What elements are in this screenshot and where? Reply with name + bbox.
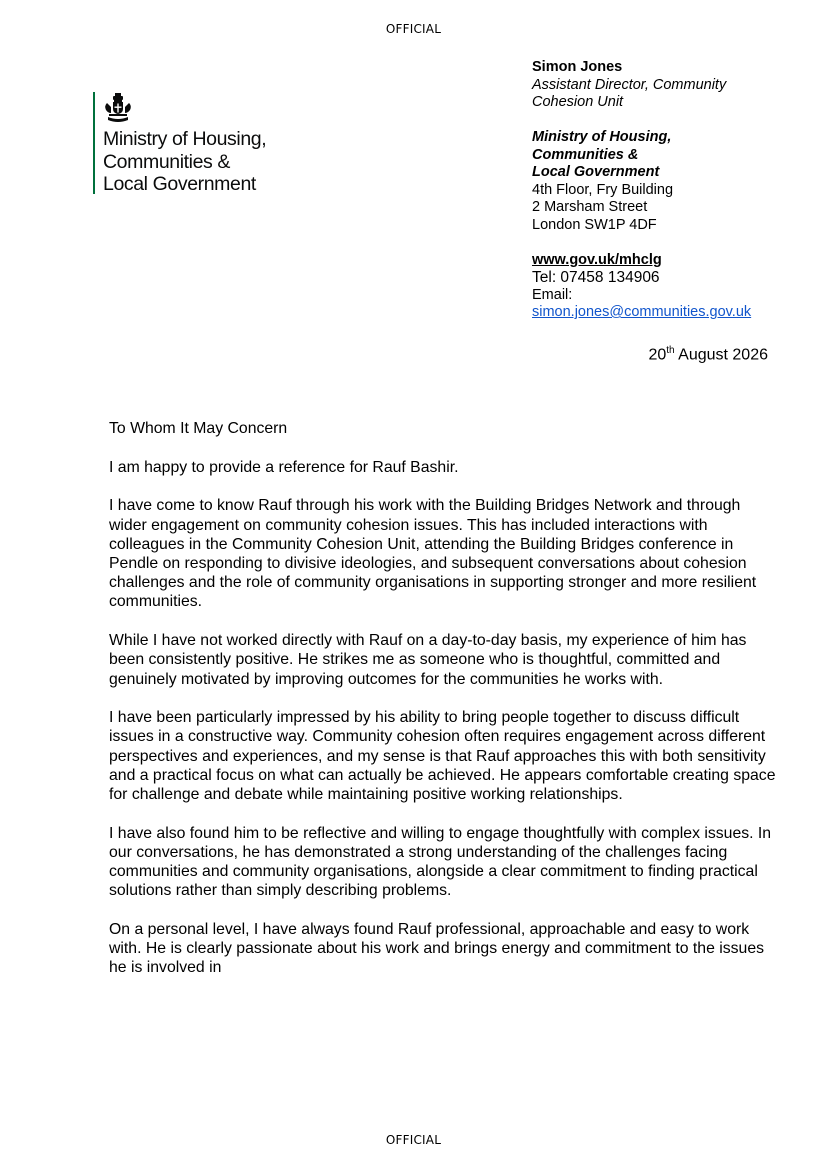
sender-name: Simon Jones (532, 59, 623, 75)
letter-date (648, 341, 768, 365)
body-paragraph: I have also found him to be reflective and willing to engage thoughtfully with complex issues. In our conversations, he has demonstrated a strong understanding of the challenges facing communities and community organisations, alongside a clear commitment to finding practical solutions rather than simply describing problems. (109, 824, 772, 900)
logo-line: Local Government (103, 173, 256, 195)
sender-org-line: Local Government (532, 164, 660, 180)
body-paragraph: While I have not worked directly with Rauf on a day-to-day basis, my experience of him has been consistently positive. He strikes me as someone who is thoughtful, committed and genuinely motivated by improving outcomes for the communities he works with. (109, 632, 747, 688)
logo-wordmark (103, 128, 343, 196)
sender-org-line: Communities & (532, 146, 639, 163)
sender-address-line: 2 Marsham Street (532, 199, 648, 215)
sender-address-line: 4th Floor, Fry Building (532, 181, 674, 198)
sender-block (532, 59, 772, 322)
letter-body (109, 419, 779, 997)
body-paragraph: I have come to know Rauf through his work with the Building Bridges Network and through wider engagement on community cohesion issues. This has included interactions with colleagues in the Community Cohesion Unit, attending the Building Bridges conference in Pendle on responding to divisive ideologies, and subsequent conversations about cohesion challenges and the role of community organisations in supporting stronger and more resilient communities. (109, 497, 757, 611)
email-label: Email: (532, 286, 573, 303)
sender-title-line: Assistant Director, Community (532, 76, 727, 93)
date-day: 20 (648, 346, 667, 364)
body-paragraph: I have been particularly impressed by his ability to bring people together to discuss difficult issues in a constructive way. Community cohesion often requires engagement across different perspectives and experiences, and my sense is that Rauf approaches this with both sensitivity and a practical focus on what can actually be achieved. He appears comfortable creating space for challenge and debate while maintaining positive working relationships. (109, 709, 776, 804)
body-paragraph: I am happy to provide a reference for Rauf Bashir. (109, 458, 459, 476)
logo-line: Ministry of Housing, (103, 128, 267, 150)
classification-marking-bottom: OFFICIAL (385, 1133, 442, 1147)
sender-address-line: London SW1P 4DF (532, 216, 657, 233)
royal-crest-icon (104, 93, 132, 123)
logo-line: Communities & (103, 150, 231, 173)
website-link[interactable]: www.gov.uk/mhclg (532, 251, 662, 268)
sender-org-line: Ministry of Housing, (532, 129, 672, 145)
email-link[interactable]: simon.jones@communities.gov.uk (532, 304, 752, 320)
sender-title-line: Cohesion Unit (532, 94, 624, 110)
logo-accent-bar (93, 92, 95, 194)
classification-marking-top: OFFICIAL (385, 22, 442, 36)
body-paragraph: On a personal level, I have always found Rauf professional, approachable and easy to work with. He is clearly passionate about his work and brings energy and commitment to the issues he is involved in (109, 921, 765, 977)
salutation: To Whom It May Concern (109, 420, 288, 437)
telephone-number: Tel: 07458 134906 (532, 269, 660, 286)
date-month-year: August 2026 (674, 346, 768, 364)
date-suffix: th (666, 345, 675, 356)
